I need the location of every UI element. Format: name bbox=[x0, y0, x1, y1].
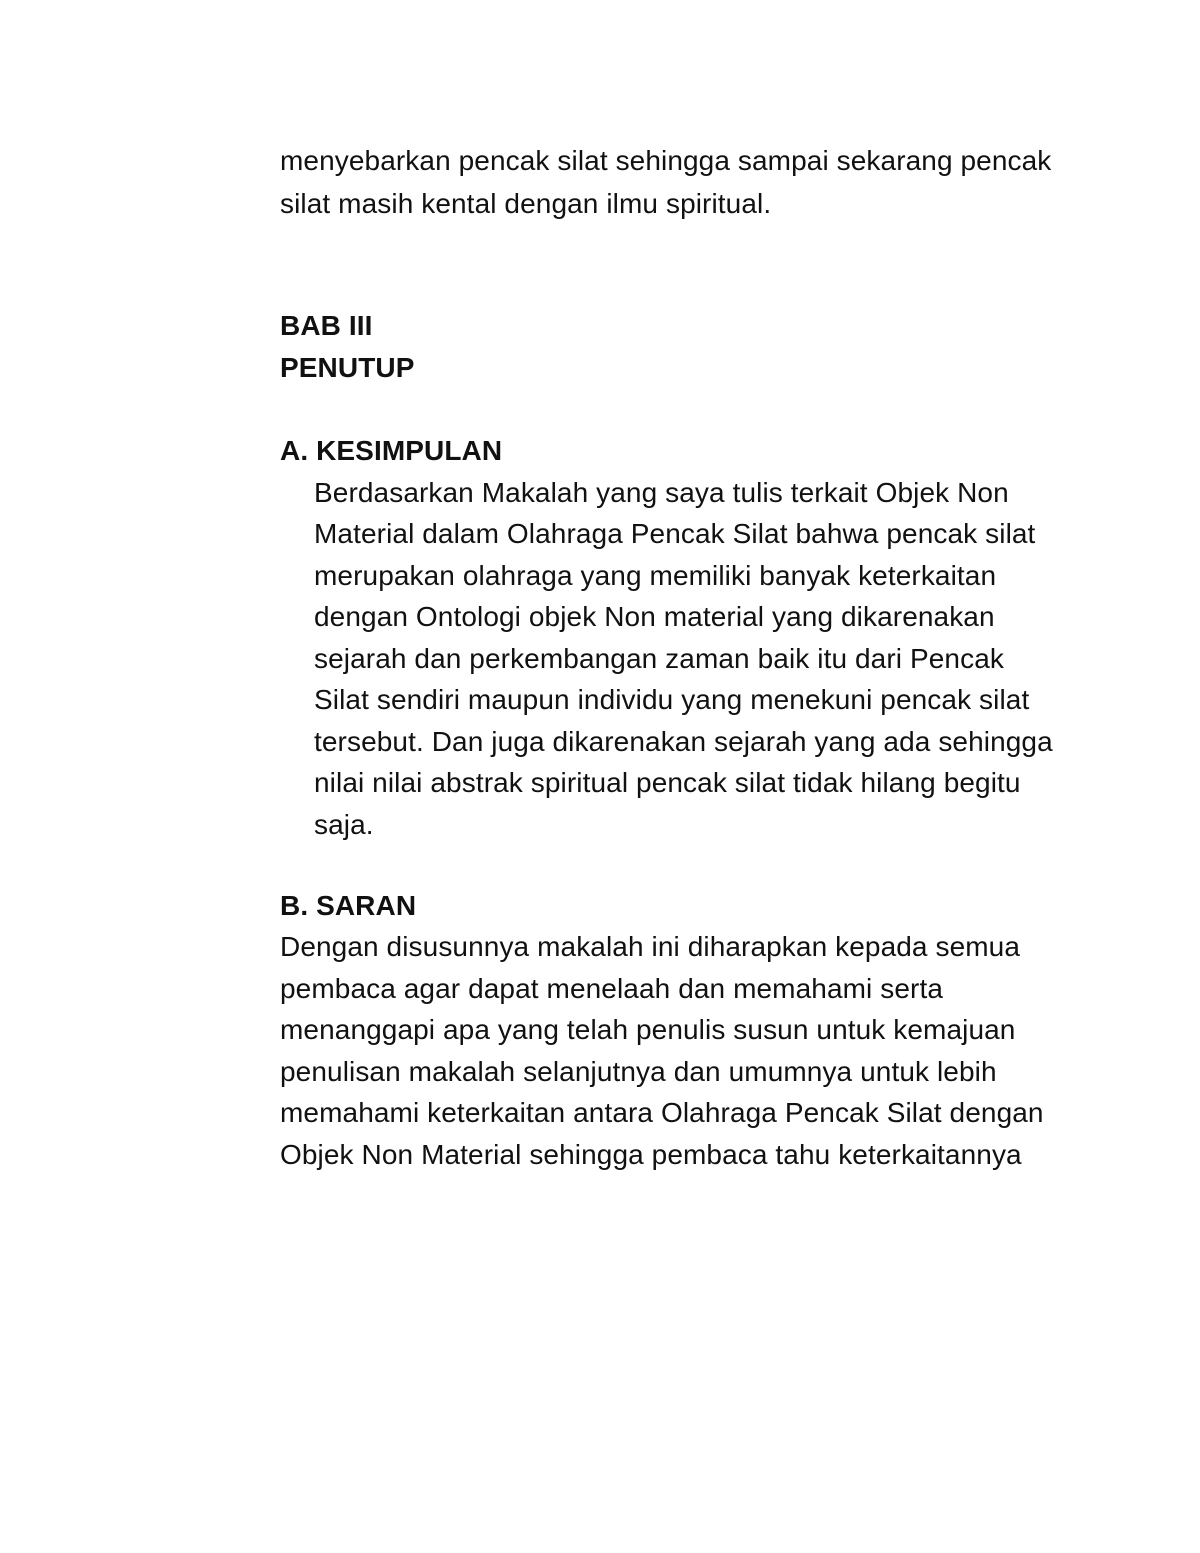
saran-line: Dengan disusunnya makalah ini diharapkan kepada semua bbox=[280, 931, 1021, 962]
intro-line: silat masih kental dengan ilmu spiritual. bbox=[280, 188, 772, 219]
saran-line: Objek Non Material sehingga pembaca tahu keterkaitannya bbox=[280, 1139, 1022, 1170]
kesimpulan-line: nilai nilai abstrak spiritual pencak silat tidak hilang begitu bbox=[314, 767, 1021, 798]
kesimpulan-line: tersebut. Dan juga dikarenakan sejarah yang ada sehingga bbox=[314, 726, 1053, 757]
chapter-title: PENUTUP bbox=[280, 352, 415, 383]
chapter-label: BAB III bbox=[280, 310, 373, 341]
kesimpulan-line: Silat sendiri maupun individu yang menekuni pencak silat bbox=[314, 684, 1030, 715]
kesimpulan-line: Berdasarkan Makalah yang saya tulis terkait Objek Non bbox=[314, 477, 1009, 508]
intro-line: menyebarkan pencak silat sehingga sampai sekarang pencak bbox=[280, 145, 1052, 176]
saran-line: menanggapi apa yang telah penulis susun untuk kemajuan bbox=[280, 1014, 1016, 1045]
kesimpulan-line: Material dalam Olahraga Pencak Silat bahwa pencak silat bbox=[314, 518, 1036, 549]
kesimpulan-line: merupakan olahraga yang memiliki banyak keterkaitan bbox=[314, 560, 997, 591]
section-heading-kesimpulan: A. KESIMPULAN bbox=[280, 435, 503, 466]
kesimpulan-line: sejarah dan perkembangan zaman baik itu dari Pencak bbox=[314, 643, 1004, 674]
saran-line: memahami keterkaitan antara Olahraga Pencak Silat dengan bbox=[280, 1097, 1044, 1128]
saran-line: penulisan makalah selanjutnya dan umumnya untuk lebih bbox=[280, 1056, 997, 1087]
section-heading-saran: B. SARAN bbox=[280, 890, 417, 921]
kesimpulan-line: saja. bbox=[314, 809, 374, 840]
saran-line: pembaca agar dapat menelaah dan memahami serta bbox=[280, 973, 943, 1004]
kesimpulan-line: dengan Ontologi objek Non material yang dikarenakan bbox=[314, 601, 995, 632]
